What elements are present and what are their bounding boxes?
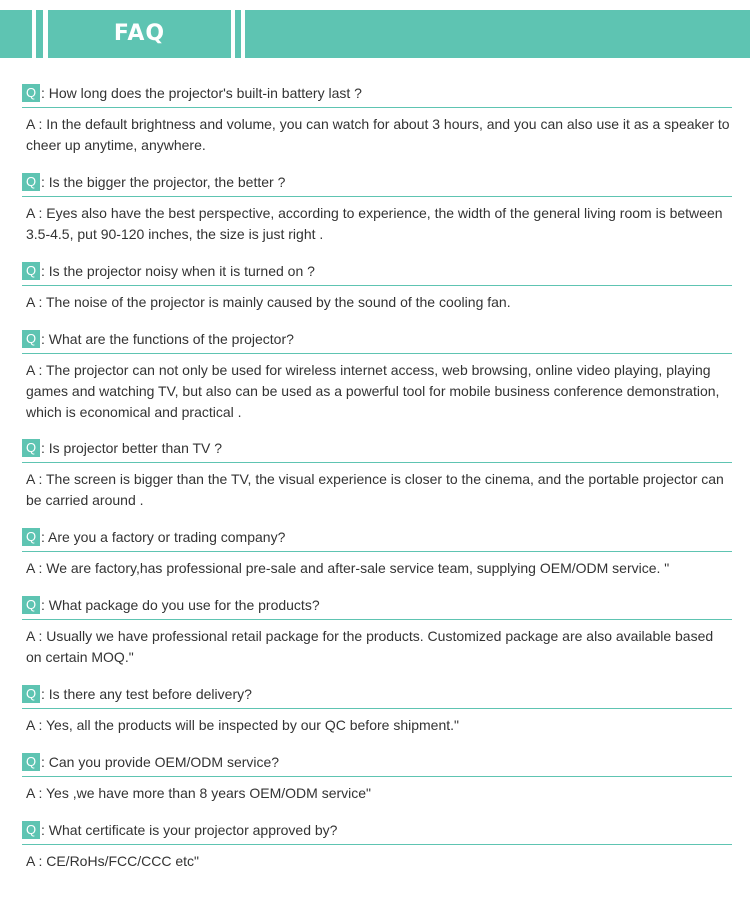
q-badge: Q xyxy=(22,330,40,348)
banner-stripe xyxy=(36,10,43,58)
question-text: : How long does the projector's built-in battery last ? xyxy=(41,85,362,101)
question-line xyxy=(22,83,732,108)
question-text: : What certificate is your projector approved by? xyxy=(41,822,338,838)
banner-stripe xyxy=(0,10,32,58)
q-badge: Q xyxy=(22,596,40,614)
q-badge: Q xyxy=(22,262,40,280)
q-badge: Q xyxy=(22,753,40,771)
question-text: : Is projector better than TV ? xyxy=(41,440,223,456)
question-line xyxy=(22,172,732,197)
question-text: : Is the bigger the projector, the better ? xyxy=(41,174,286,190)
answer-text: A : The noise of the projector is mainly caused by the sound of the cooling fan. xyxy=(26,294,511,310)
answer-text: A : The projector can not only be used for wireless internet access, web browsing, online video playing, playing games and watching TV, but also can be used as a powerful tool for mobile business conference demonstration, which is economical and practical . xyxy=(26,362,720,420)
question-text: : Are you a factory or trading company? xyxy=(41,529,286,545)
question-line xyxy=(22,820,732,845)
faq-item xyxy=(22,595,732,668)
faq-item xyxy=(22,329,732,423)
faq-item xyxy=(22,438,732,511)
q-badge: Q xyxy=(22,439,40,457)
question-line xyxy=(22,752,732,777)
answer-text: A : In the default brightness and volume, you can watch for about 3 hours, and you can also use it as a speaker to cheer up anytime, anywhere. xyxy=(26,116,730,153)
faq-item xyxy=(22,83,732,156)
answer-text: A : Eyes also have the best perspective, according to experience, the width of the general living room is between 3.5-4.5, put 90-120 inches, the size is just right . xyxy=(26,205,723,242)
faq-item xyxy=(22,820,732,872)
question-line xyxy=(22,527,732,552)
question-line xyxy=(22,595,732,620)
answer-text: A : Yes ,we have more than 8 years OEM/ODM service" xyxy=(26,785,372,801)
q-badge: Q xyxy=(22,685,40,703)
answer-text: A : Yes, all the products will be inspected by our QC before shipment." xyxy=(26,717,459,733)
question-line xyxy=(22,261,732,286)
question-text: : Is there any test before delivery? xyxy=(41,686,252,702)
question-line xyxy=(22,684,732,709)
question-line xyxy=(22,329,732,354)
page-title: FAQ xyxy=(113,21,166,46)
question-text: : What package do you use for the products? xyxy=(41,597,320,613)
question-text: : Is the projector noisy when it is turned on ? xyxy=(41,263,315,279)
answer-text: A : CE/RoHs/FCC/CCC etc" xyxy=(26,853,199,869)
question-line xyxy=(22,438,732,463)
q-badge: Q xyxy=(22,821,40,839)
faq-item xyxy=(22,752,732,804)
answer-text: A : The screen is bigger than the TV, the visual experience is closer to the cinema, and the portable projector can be carried around . xyxy=(26,471,724,508)
q-badge: Q xyxy=(22,84,40,102)
faq-item xyxy=(22,261,732,313)
q-badge: Q xyxy=(22,528,40,546)
question-text: : Can you provide OEM/ODM service? xyxy=(41,754,280,770)
answer-text: A : Usually we have professional retail package for the products. Customized package are also available based on certain MOQ." xyxy=(26,628,714,665)
faq-banner xyxy=(0,10,750,58)
banner-stripe xyxy=(235,10,241,58)
answer-text: A : We are factory,has professional pre-sale and after-sale service team, supplying OEM/ODM service. " xyxy=(26,560,670,576)
q-badge: Q xyxy=(22,173,40,191)
faq-item xyxy=(22,684,732,736)
faq-item xyxy=(22,172,732,245)
banner-stripe xyxy=(245,10,750,58)
faq-item xyxy=(22,527,732,579)
question-text: : What are the functions of the projector? xyxy=(41,331,294,347)
